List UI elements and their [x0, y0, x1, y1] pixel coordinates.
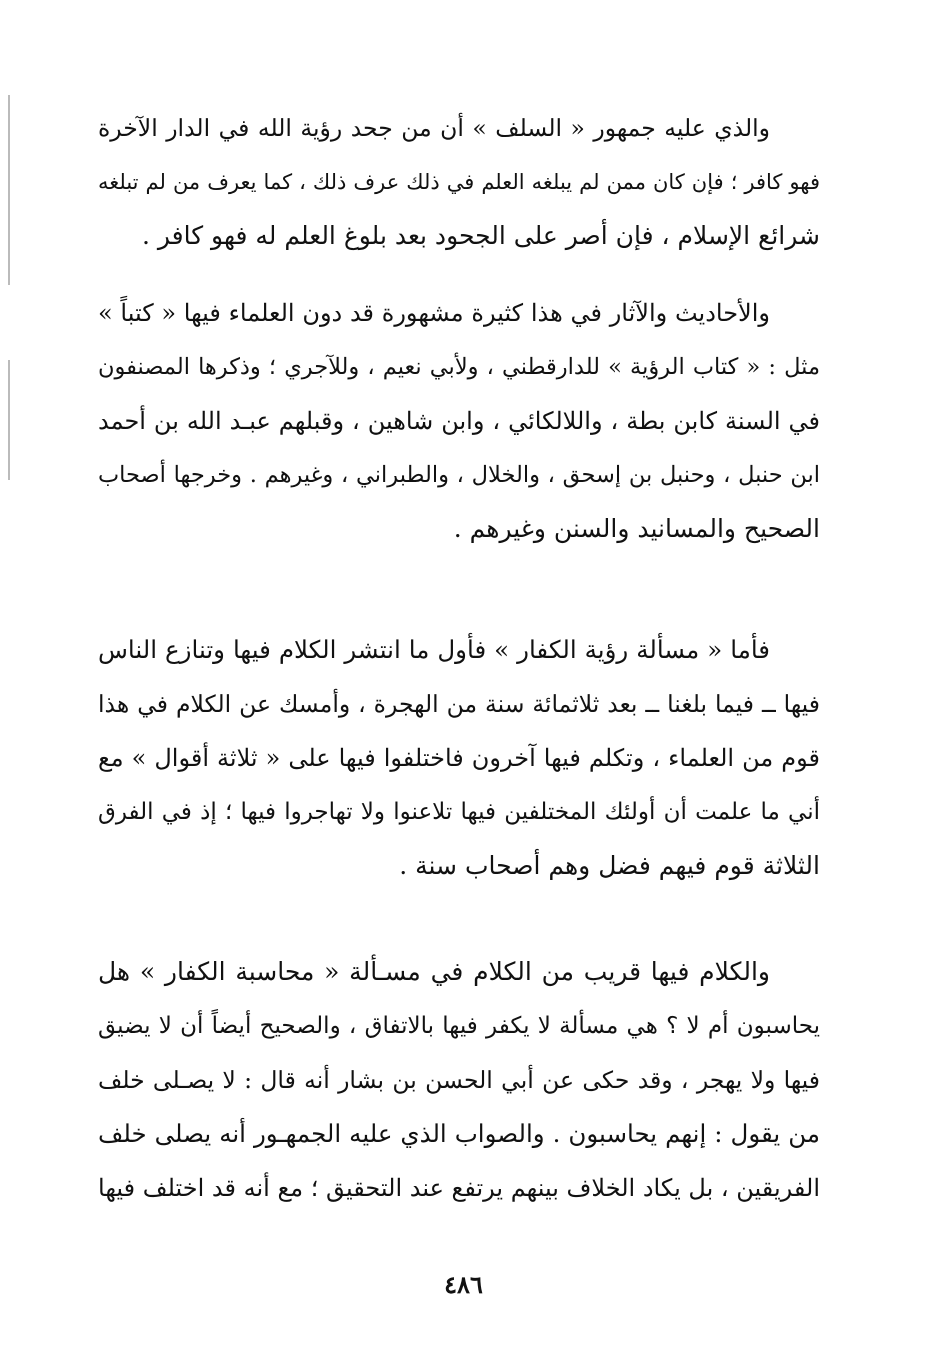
- text-line: في السنة كابن بطة ، واللالكائي ، وابن شاهين ، وقبلهم عبـد الله بن أحمد: [98, 407, 820, 435]
- paragraph: [98, 101, 820, 263]
- text-line: والكلام فيها قريب من الكلام في مسـألة « محاسبة الكفار » هل: [98, 957, 770, 986]
- text-line: فيها ــ فيما بلغنا ــ بعد ثلاثمائة سنة من الهجرة ، وأمسك عن الكلام في هذا: [98, 690, 820, 718]
- paragraph: [98, 623, 820, 893]
- text-line: فأما « مسألة رؤية الكفار » فأول ما انتشر الكلام فيها وتنازع الناس: [98, 635, 770, 664]
- text-line: مثل : « كتاب الرؤية » للدارقطني ، ولأبي نعيم ، وللآجري ؛ وذكرها المصنفون: [98, 354, 820, 380]
- text-line: فيها ولا يهجر ، وقد حكى عن أبي الحسن بن بشار أنه قال : لا يصـلى خلف: [98, 1066, 820, 1094]
- text-line: الفريقين ، بل يكاد الخلاف بينهم يرتفع عند التحقيق ؛ مع أنه قد اختلف فيها: [98, 1174, 820, 1202]
- text-line: ابن حنبل ، وحنبل بن إسحق ، والخلال ، والطبراني ، وغيرهم . وخرجها أصحاب: [98, 462, 820, 488]
- text-line: قوم من العلماء ، وتكلم فيها آخرون فاختلفوا فيها على « ثلاثة أقوال » مع: [98, 744, 820, 772]
- scan-margin-mark: [8, 95, 10, 285]
- text-line: والذي عليه جمهور « السلف » أن من جحد رؤية الله في الدار الآخرة: [98, 114, 770, 142]
- text-line: من يقول : إنهم يحاسبون . والصواب الذي عليه الجمهـور أنه يصلى خلف: [98, 1119, 820, 1148]
- page-number: ٤٨٦: [444, 1270, 483, 1299]
- text-line: والأحاديث والآثار في هذا كثيرة مشهورة قد دون العلماء فيها « كتباً »: [98, 299, 770, 327]
- text-line: الثلاثة قوم فيهم فضل وهم أصحاب سنة .: [399, 851, 820, 880]
- text-line: أني ما علمت أن أولئك المختلفين فيها تلاعنوا ولا تهاجروا فيها ؛ إذ في الفرق: [98, 799, 820, 825]
- paragraph: [98, 286, 820, 556]
- text-line: شرائع الإسلام ، فإن أصر على الجحود بعد بلوغ العلم له فهو كافر .: [141, 221, 820, 250]
- text-line: يحاسبون أم لا ؟ هي مسألة لا يكفر فيها بالاتفاق ، والصحيح أيضاً أن لا يضيق: [98, 1013, 821, 1039]
- scan-margin-mark: [8, 360, 10, 480]
- text-line: فهو كافر ؛ فإن كان ممن لم يبلغه العلم في ذلك عرف ذلك ، كما يعرف من لم تبلغه: [98, 170, 820, 194]
- paragraph: [98, 945, 820, 1215]
- text-line: الصحيح والمسانيد والسنن وغيرهم .: [453, 514, 820, 543]
